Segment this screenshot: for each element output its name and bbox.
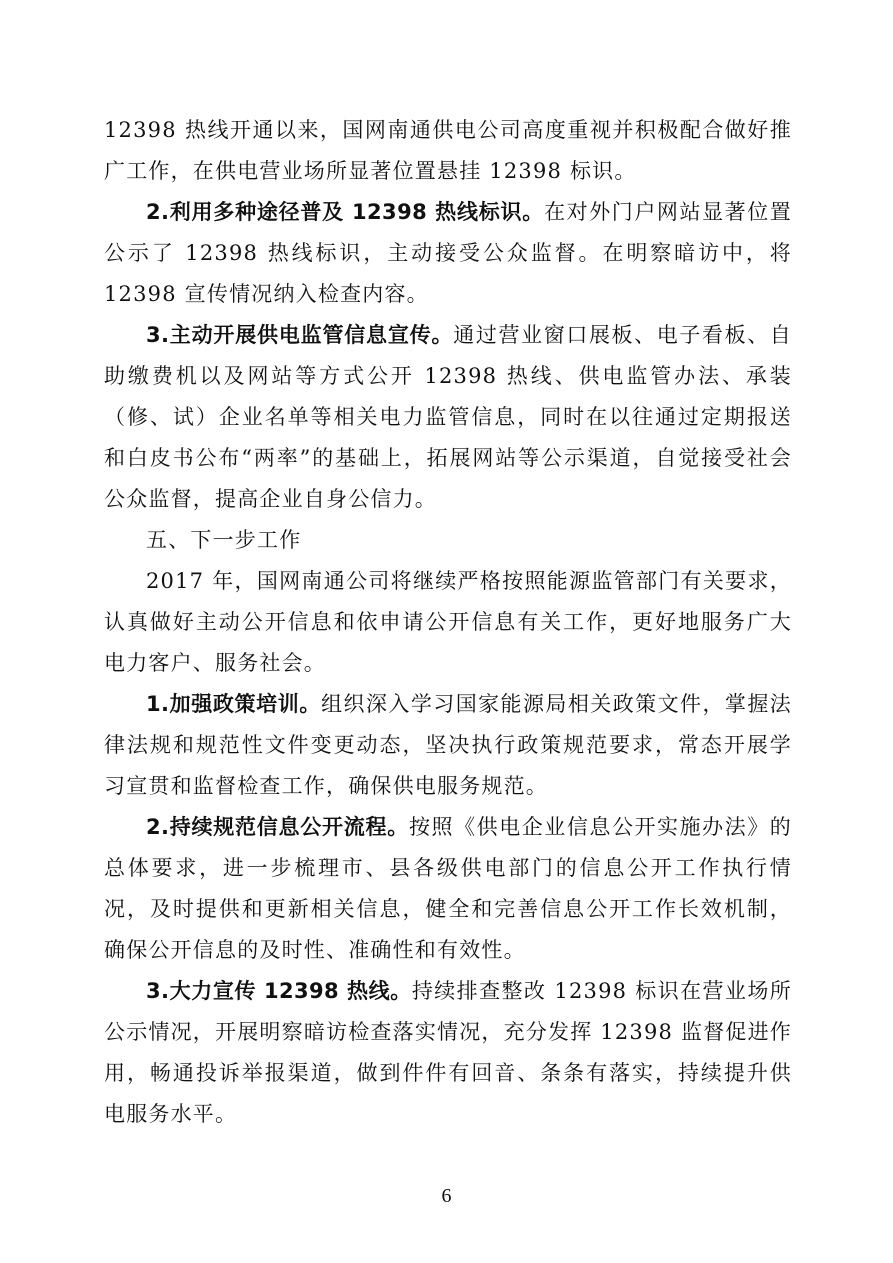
section-heading-text: 五、下一步工作 (146, 528, 302, 552)
paragraph-2 (104, 192, 792, 315)
document-body (104, 110, 792, 1135)
paragraph-3-lead: 3.主动开展供电监管信息宣传。 (146, 323, 454, 347)
paragraph-6-text: 组织深入学习国家能源局相关政策文件，掌握法律法规和规范性文件变更动态，坚决执行政策规范要求，常态开展学习宣贯和监督检查工作，确保供电服务规范。 (104, 692, 792, 798)
paragraph-2-text: 在对外门户网站显著位置公示了 12398 热线标识，主动接受公众监督。在明察暗访中，将 12398 宣传情况纳入检查内容。 (104, 200, 792, 306)
section-heading (104, 520, 792, 561)
paragraph-8 (104, 971, 792, 1135)
paragraph-6-lead: 1.加强政策培训。 (146, 692, 322, 716)
paragraph-7-lead: 2.持续规范信息公开流程。 (146, 815, 409, 839)
paragraph-2-lead: 2.利用多种途径普及 12398 热线标识。 (146, 200, 545, 224)
paragraph-7-text: 按照《供电企业信息公开实施办法》的总体要求，进一步梳理市、县各级供电部门的信息公开工作执行情况，及时提供和更新相关信息，健全和完善信息公开工作长效机制，确保公开信息的及时性、准确性和有效性。 (104, 815, 792, 962)
paragraph-1 (104, 110, 792, 192)
paragraph-7 (104, 807, 792, 971)
paragraph-8-lead: 3.大力宣传 12398 热线。 (146, 979, 412, 1003)
paragraph-5-text: 2017 年，国网南通公司将继续严格按照能源监管部门有关要求，认真做好主动公开信息和依申请公开信息有关工作，更好地服务广大电力客户、服务社会。 (104, 569, 792, 675)
paragraph-8-text: 持续排查整改 12398 标识在营业场所公示情况，开展明察暗访检查落实情况，充分发挥 12398 监督促进作用，畅通投诉举报渠道，做到件件有回音、条条有落实，持续提升供电服务水平。 (104, 979, 792, 1126)
paragraph-3 (104, 315, 792, 520)
paragraph-6 (104, 684, 792, 807)
page-number: 6 (441, 1185, 452, 1207)
paragraph-1-text: 12398 热线开通以来，国网南通供电公司高度重视并积极配合做好推广工作，在供电营业场所显著位置悬挂 12398 标识。 (104, 118, 792, 183)
paragraph-3-text: 通过营业窗口展板、电子看板、自助缴费机以及网站等方式公开 12398 热线、供电监管办法、承装（修、试）企业名单等相关电力监管信息，同时在以往通过定期报送和白皮书公布“两率”的基础上，拓展网站等公示渠道，自觉接受社会公众监督，提高企业自身公信力。 (104, 323, 792, 511)
paragraph-5 (104, 561, 792, 684)
